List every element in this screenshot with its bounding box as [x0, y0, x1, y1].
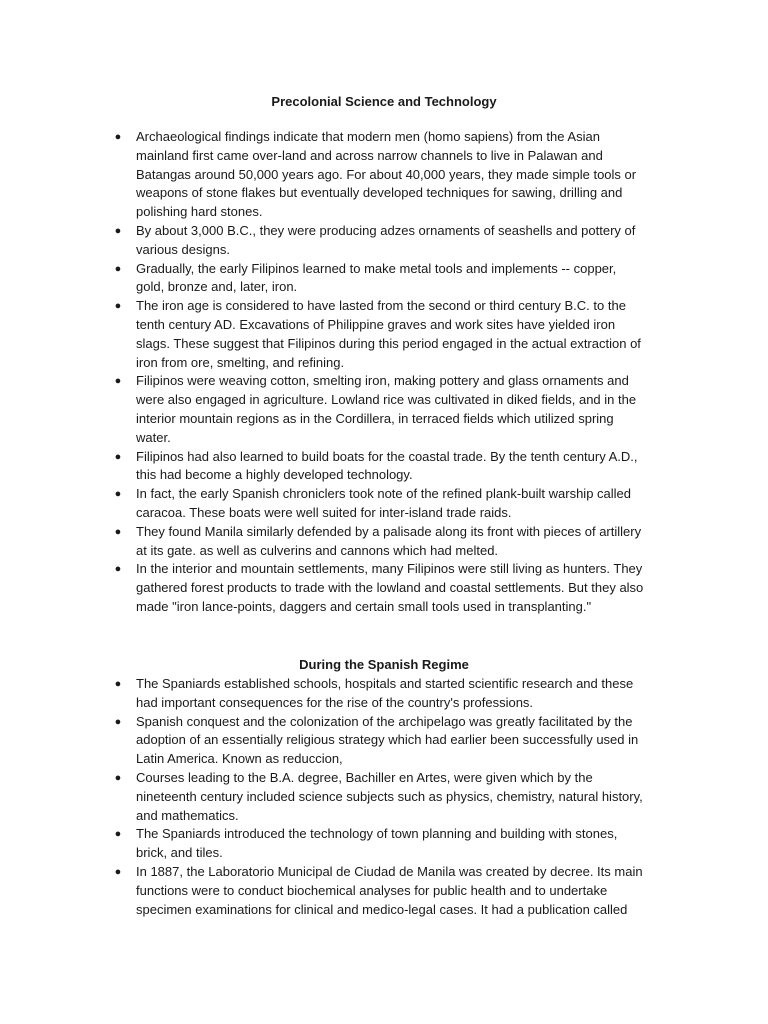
- precolonial-bullet-list: [110, 128, 680, 617]
- list-item-text: Filipinos were weaving cotton, smelting iron, making pottery and glass ornaments and were also engaged in agriculture. Lowland rice was cultivated in diked fields, and in the interior mountain regions as in the Cordillera, in terraced fields which utilized spring water.: [136, 373, 637, 445]
- list-item-text: In 1887, the Laboratorio Municipal de Ciudad de Manila was created by decree. Its main functions were to conduct biochemical analyses for public health and to undertake specimen examinations for clinical and medico-legal cases. It had a publication called: [136, 863, 643, 917]
- bullet-icon: ●: [114, 488, 122, 501]
- list-item: [110, 523, 680, 561]
- list-item: [110, 128, 680, 222]
- list-item-text: In fact, the early Spanish chroniclers took note of the refined plank-built warship called caracoa. These boats were well suited for inter-island trade raids.: [136, 486, 631, 520]
- list-item: [110, 372, 680, 447]
- list-item: [110, 297, 680, 372]
- list-item-text: Spanish conquest and the colonization of the archipelago was greatly facilitated by the adoption of an essentially religious strategy which had earlier been successfully used in Latin America. Known as reduccion,: [136, 713, 639, 767]
- list-item-text: They found Manila similarly defended by a palisade along its front with pieces of artillery at its gate. as well as culverins and cannons which had melted.: [136, 523, 642, 558]
- bullet-icon: ●: [114, 375, 122, 388]
- bullet-icon: ●: [114, 771, 122, 784]
- section-title-spanish-regime: During the Spanish Regime: [299, 657, 469, 672]
- bullet-icon: ●: [114, 828, 122, 841]
- list-item: [110, 448, 680, 486]
- list-item: [110, 560, 680, 616]
- list-item: [110, 825, 680, 863]
- list-item-text: Gradually, the early Filipinos learned to make metal tools and implements -- copper, gold, bronze and, later, iron.: [136, 260, 617, 295]
- bullet-icon: ●: [114, 715, 122, 728]
- section-title-precolonial: Precolonial Science and Technology: [271, 94, 497, 109]
- list-item-text: Courses leading to the B.A. degree, Bachiller en Artes, were given which by the nineteenth century included science subjects such as physics, chemistry, natural history, and mathematics.: [136, 769, 643, 823]
- list-item: [110, 713, 680, 769]
- list-item-text: Filipinos had also learned to build boats for the coastal trade. By the tenth century A.D., this had become a highly developed technology.: [136, 448, 638, 483]
- list-item-text: The iron age is considered to have lasted from the second or third century B.C. to the tenth century AD. Excavations of Philippine graves and work sites have yielded iron slags. These suggest that Filipinos during this period engaged in the actual extraction of iron from ore, smelting, and refining.: [136, 298, 641, 370]
- list-item: [110, 769, 680, 825]
- spanish-regime-bullet-list: [110, 675, 680, 919]
- bullet-icon: ●: [114, 865, 122, 878]
- list-item: [110, 863, 680, 919]
- list-item: [110, 260, 680, 298]
- bullet-icon: ●: [114, 262, 122, 275]
- list-item: [110, 222, 680, 260]
- bullet-icon: ●: [114, 525, 122, 538]
- list-item: [110, 675, 680, 713]
- bullet-icon: ●: [114, 563, 122, 576]
- bullet-icon: ●: [114, 678, 122, 690]
- list-item: [110, 485, 680, 523]
- bullet-icon: ●: [114, 300, 122, 313]
- list-item-text: In the interior and mountain settlements, many Filipinos were still living as hunters. They gathered forest products to trade with the lowland and coastal settlements. But they also made "iron lance-points, daggers and certain small tools used in transplanting.": [136, 561, 644, 614]
- bullet-icon: ●: [114, 450, 122, 463]
- list-item-text: By about 3,000 B.C., they were producing adzes ornaments of seashells and pottery of various designs.: [136, 222, 636, 257]
- list-item-text: The Spaniards introduced the technology of town planning and building with stones, brick, and tiles.: [136, 826, 618, 861]
- list-item-text: The Spaniards established schools, hospitals and started scientific research and these had important consequences for the rise of the country's professions.: [136, 676, 634, 710]
- list-item-text: Archaeological findings indicate that modern men (homo sapiens) from the Asian mainland first came over-land and across narrow channels to live in Palawan and Batangas around 50,000 years ago. For about 40,000 years, they made simple tools or weapons of stone flakes but eventually developed techniques for sawing, drilling and polishing hard stones.: [136, 129, 637, 220]
- bullet-icon: ●: [114, 131, 122, 143]
- bullet-icon: ●: [114, 224, 122, 237]
